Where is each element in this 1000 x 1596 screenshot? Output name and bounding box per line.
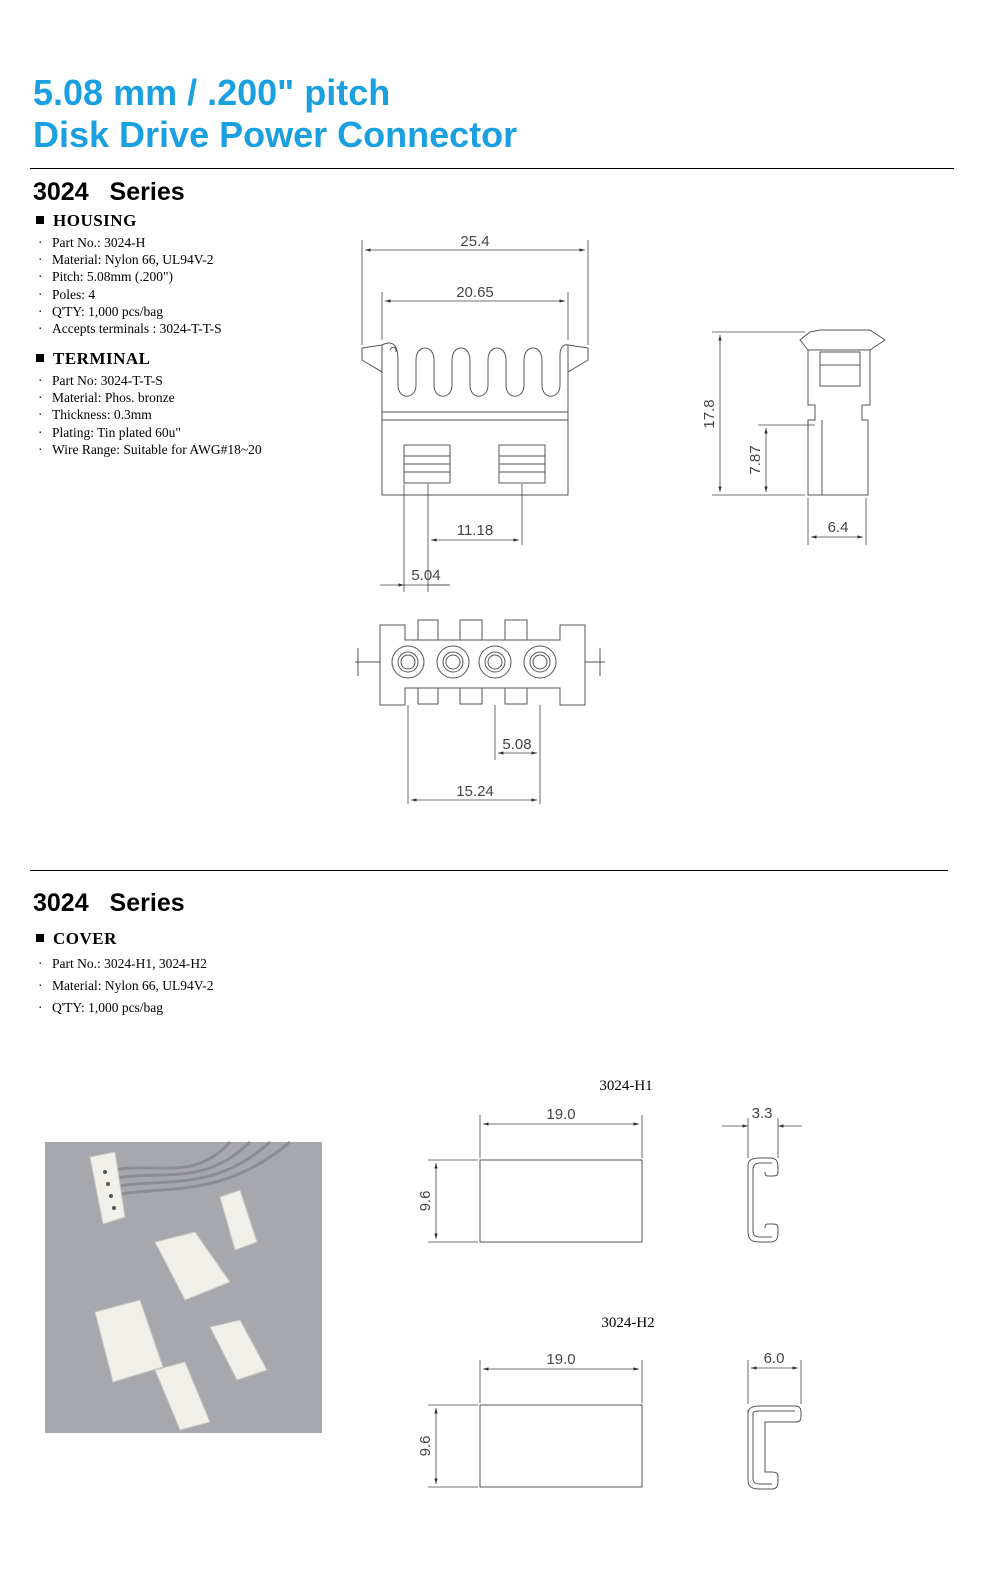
list-item: · Part No.: 3024-H1, 3024-H2 bbox=[38, 956, 207, 971]
list-item: · Material: Phos. bronze bbox=[38, 390, 175, 406]
cover-h2-side-view bbox=[748, 1406, 801, 1489]
dim-lower-height: 7.87 bbox=[747, 445, 764, 475]
list-item: · Accepts terminals : 3024-T-T-S bbox=[38, 321, 222, 337]
cover-h2-front-view bbox=[480, 1405, 642, 1487]
dim-h1-depth: 3.3 bbox=[751, 1105, 773, 1122]
housing-heading: HOUSING bbox=[36, 211, 137, 231]
list-item: · Plating: Tin plated 60u" bbox=[38, 424, 181, 440]
list-item: · Wire Range: Suitable for AWG#18~20 bbox=[38, 441, 262, 457]
dim-h2-depth: 6.0 bbox=[763, 1350, 785, 1367]
dim-h1-width: 19.0 bbox=[546, 1106, 576, 1123]
list-item: · Q'TY: 1,000 pcs/bag bbox=[38, 1000, 164, 1015]
list-item: · Part No.: 3024-H bbox=[38, 235, 146, 250]
dim-h2-height: 9.6 bbox=[417, 1435, 434, 1457]
dim-height: 17.8 bbox=[701, 399, 718, 429]
list-item: · Poles: 4 bbox=[38, 286, 96, 302]
cover-h1-front-view bbox=[480, 1160, 642, 1242]
series-heading-2: 3024 Series bbox=[33, 889, 185, 917]
title-line-1: 5.08 mm / .200" pitch bbox=[33, 72, 391, 113]
label-3024-h2: 3024-H2 bbox=[601, 1315, 655, 1331]
cover-heading: COVER bbox=[36, 929, 117, 949]
list-item: · Material: Nylon 66, UL94V-2 bbox=[38, 978, 214, 993]
terminal-heading: TERMINAL bbox=[36, 349, 151, 369]
list-item: · Thickness: 0.3mm bbox=[38, 407, 152, 423]
list-item: · Material: Nylon 66, UL94V-2 bbox=[38, 252, 214, 268]
dim-pitch: 5.08 bbox=[502, 736, 532, 753]
dim-depth: 6.4 bbox=[827, 519, 849, 536]
dim-h1-height: 9.6 bbox=[417, 1190, 434, 1212]
list-item: · Q'TY: 1,000 pcs/bag bbox=[38, 303, 164, 319]
label-3024-h1: 3024-H1 bbox=[599, 1078, 653, 1094]
dim-overall-width: 25.4 bbox=[460, 233, 490, 250]
list-item: · Pitch: 5.08mm (.200") bbox=[38, 269, 174, 285]
series-heading-1: 3024 Series bbox=[33, 178, 185, 206]
dim-window-spacing: 11.18 bbox=[456, 522, 494, 539]
dim-h2-width: 19.0 bbox=[546, 1351, 576, 1368]
list-item: · Part No: 3024-T-T-S bbox=[38, 373, 163, 388]
dim-inner-width: 20.65 bbox=[456, 284, 494, 301]
title-line-2: Disk Drive Power Connector bbox=[33, 114, 518, 155]
dim-span: 15.24 bbox=[456, 783, 494, 800]
dim-offset: 5.04 bbox=[411, 567, 441, 584]
